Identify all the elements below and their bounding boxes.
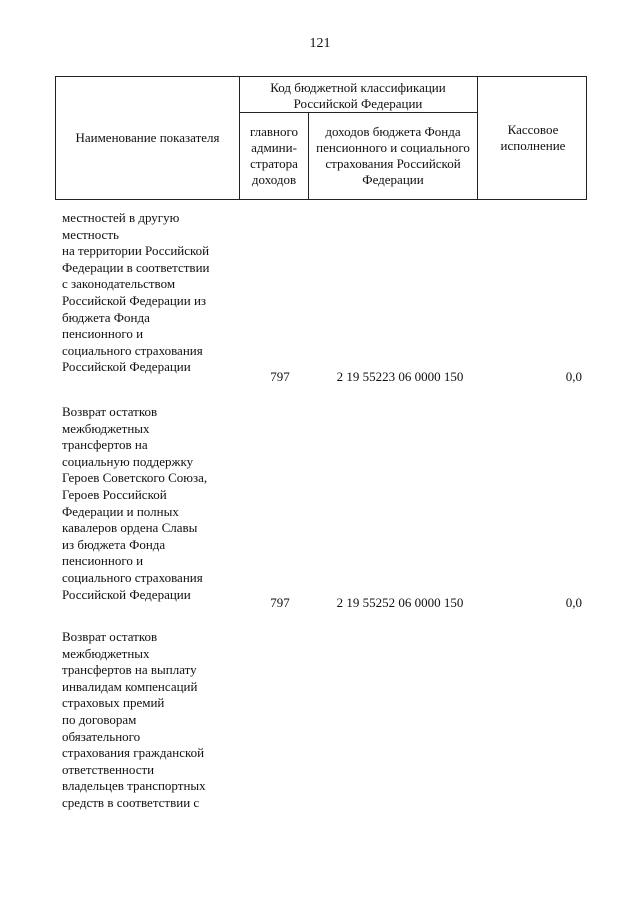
header-admin-column: главного админи-стратора доходов xyxy=(249,124,299,187)
divider xyxy=(239,77,240,199)
table-row xyxy=(0,210,640,386)
header-budget-code-group: Код бюджетной классификации Российской Федерации xyxy=(270,79,446,111)
page-number: 121 xyxy=(309,36,331,51)
row-name: Возврат остатков межбюджетных трансфертов на выплату инвалидам компенсаций страховых премий по договорам обязательного страхования гражданской ответственности владельцев транспортных средств в соответствии с xyxy=(62,629,206,810)
header-income-column: доходов бюджета Фонда пенсионного и социального страхования Российской Федерации xyxy=(316,124,470,187)
header-name-column: Наименование показателя xyxy=(75,130,220,145)
row-admin-code: 797 xyxy=(270,369,290,385)
table-row xyxy=(0,404,640,612)
divider xyxy=(477,77,478,199)
row-income-code: 2 19 55252 06 0000 150 xyxy=(336,595,464,611)
row-name: Возврат остатков межбюджетных трансфертов на социальную поддержку Героев Советского Союза, Героев Российской Федерации и полных кавалеров ордена Славы из бюджета Фонда пенсионного и социального страхования Российской Федерации xyxy=(62,404,208,602)
table-header xyxy=(55,76,587,200)
row-name: местностей в другую местность на территории Российской Федерации в соответствии с законодательством Российской Федерации из бюджета Фонда пенсионного и социального страхования Российской Федерации xyxy=(62,210,210,375)
table-row xyxy=(0,629,640,819)
row-admin-code: 797 xyxy=(270,595,290,611)
row-income-code: 2 19 55223 06 0000 150 xyxy=(336,369,464,385)
divider xyxy=(308,112,309,199)
row-amount: 0,0 xyxy=(565,595,582,611)
row-amount: 0,0 xyxy=(565,369,582,385)
header-cash-column: Кассовое исполнение xyxy=(500,122,566,153)
